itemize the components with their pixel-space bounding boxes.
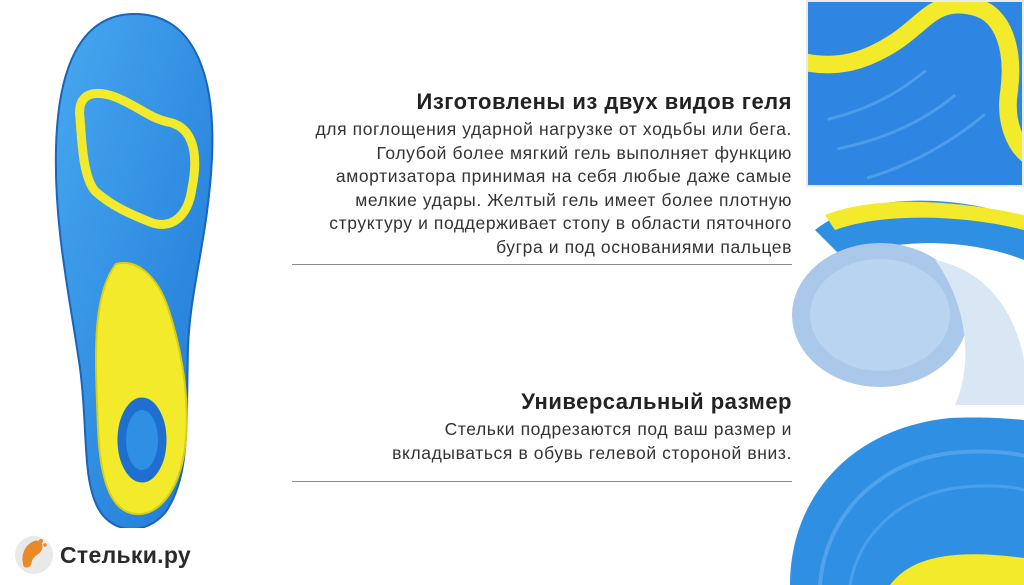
section-divider [292, 264, 792, 265]
insole-heel-image [780, 408, 1024, 585]
brand-logo[interactable] [14, 533, 191, 577]
insole-bent-image [785, 190, 1024, 405]
logo-foot-icon [14, 533, 54, 577]
description-line: для поглощения ударной нагрузке от ходьбы или бега. [315, 119, 792, 139]
description-line: бугра и под основаниями пальцев [496, 236, 792, 257]
description-line: амортизатора принимая на себя любые даже самые [335, 166, 792, 186]
logo-text: Стельки.ру [60, 541, 191, 568]
universal-size-heading: Универсальный размер [521, 389, 792, 414]
description-line: Голубой более мягкий гель выполняет функцию [376, 142, 792, 163]
gel-types-description [232, 118, 792, 259]
description-line: мелкие удары. Желтый гель имеет более плотную [355, 189, 792, 210]
universal-size-description [232, 418, 792, 465]
description-line: Стельки подрезаются под ваш размер и [444, 419, 792, 439]
section-divider [292, 481, 792, 482]
insole-image [40, 8, 240, 528]
universal-size-section [232, 388, 792, 465]
insole-closeup-image [806, 0, 1024, 187]
description-line: структуру и поддерживает стопу в области пяточного [329, 213, 792, 233]
description-line: вкладываться в обувь гелевой стороной вниз. [392, 442, 792, 463]
gel-types-section [232, 88, 792, 259]
gel-types-heading: Изготовлены из двух видов геля [416, 89, 792, 114]
